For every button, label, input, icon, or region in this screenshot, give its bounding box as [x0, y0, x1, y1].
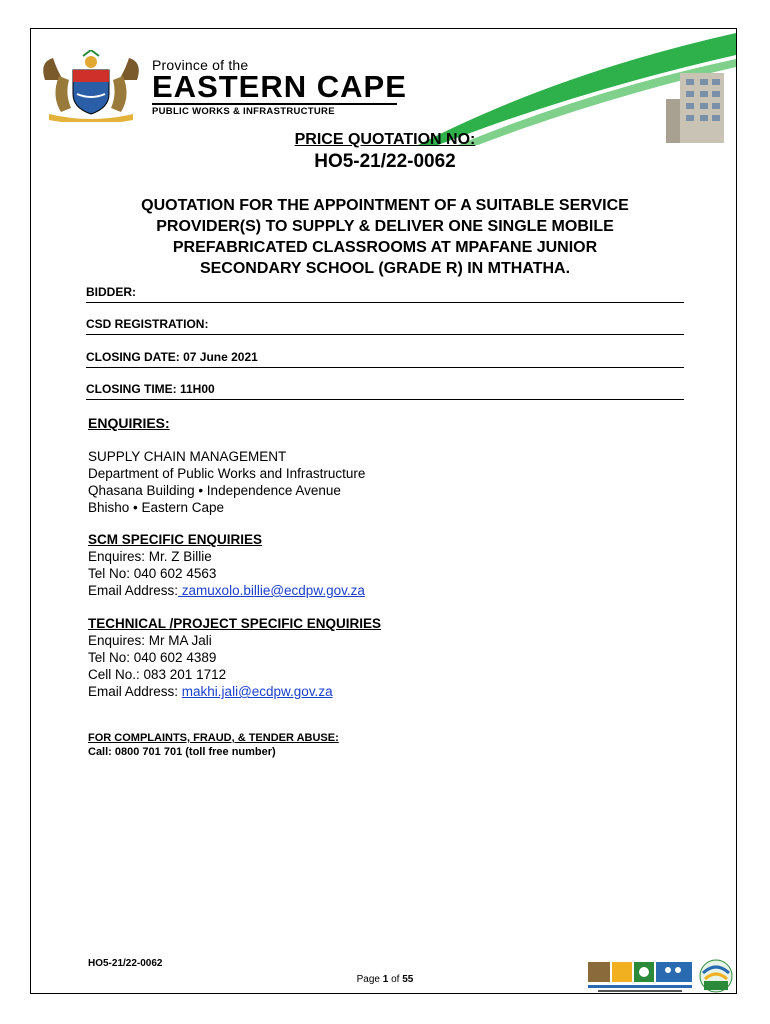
scm-details: [88, 548, 365, 599]
price-quotation-label: PRICE QUOTATION NO:: [294, 131, 476, 148]
technical-email-label: Email Address:: [88, 684, 182, 699]
closing-time-field: CLOSING TIME: 11H00: [86, 382, 684, 400]
scm-tel: Tel No: 040 602 4563: [88, 566, 217, 581]
technical-tel: Tel No: 040 602 4389: [88, 650, 217, 665]
coat-of-arms-logo: [35, 50, 147, 122]
green-swoosh-graphic: [418, 33, 736, 145]
address-line: Qhasana Building • Independence Avenue: [88, 483, 341, 498]
complaints-block: [88, 731, 339, 759]
quotation-description: [95, 195, 675, 279]
technical-enquires: Enquires: Mr MA Jali: [88, 633, 212, 648]
brand-top-text: Province of the: [152, 57, 249, 73]
scm-email-label: Email Address:: [88, 583, 179, 598]
brand-main-text: EASTERN CAPE: [152, 69, 407, 104]
complaints-call: Call: 0800 701 701 (toll free number): [88, 746, 276, 758]
footer-reference: HO5-21/22-0062: [88, 958, 163, 969]
ndp-logo: [699, 959, 733, 993]
bidder-field: BIDDER:: [86, 285, 684, 303]
scm-email-line: [88, 582, 365, 599]
brand-sub-text: PUBLIC WORKS & INFRASTRUCTURE: [152, 103, 397, 117]
address-line: Bhisho • Eastern Cape: [88, 500, 225, 515]
complaints-heading: FOR COMPLAINTS, FRAUD, & TENDER ABUSE:: [88, 732, 339, 744]
description-line: SECONDARY SCHOOL (GRADE R) IN MTHATHA.: [199, 260, 571, 277]
scm-heading: SCM SPECIFIC ENQUIRIES: [88, 532, 263, 547]
closing-date-field: CLOSING DATE: 07 June 2021: [86, 350, 684, 368]
description-line: QUOTATION FOR THE APPOINTMENT OF A SUITABLE SERVICE: [141, 197, 629, 214]
scm-email-link[interactable]: zamuxolo.billie@ecdpw.gov.za: [178, 583, 365, 598]
technical-details: [88, 632, 333, 700]
address-line: Department of Public Works and Infrastructure: [88, 466, 366, 481]
description-line: PROVIDER(S) TO SUPPLY & DELIVER ONE SINGLE MOBILE: [156, 218, 614, 235]
address-line: SUPPLY CHAIN MANAGEMENT: [88, 449, 287, 464]
technical-heading: TECHNICAL /PROJECT SPECIFIC ENQUIRIES: [88, 616, 382, 631]
technical-email-line: [88, 683, 333, 700]
technical-cell: Cell No.: 083 201 1712: [88, 667, 227, 682]
technical-email-link[interactable]: makhi.jali@ecdpw.gov.za: [181, 684, 333, 699]
epwp-logo: [588, 960, 696, 994]
enquiries-heading: ENQUIRIES:: [88, 415, 170, 431]
scm-enquires: Enquires: Mr. Z Billie: [88, 549, 212, 564]
brand-block: [152, 57, 407, 117]
enquiries-address: [88, 448, 365, 516]
description-line: PREFABRICATED CLASSROOMS AT MPAFANE JUNIOR: [172, 239, 598, 256]
page-number: Page 1 of 55: [356, 974, 414, 985]
csd-registration-field: CSD REGISTRATION:: [86, 317, 684, 335]
quotation-number: HO5-21/22-0062: [314, 151, 456, 172]
